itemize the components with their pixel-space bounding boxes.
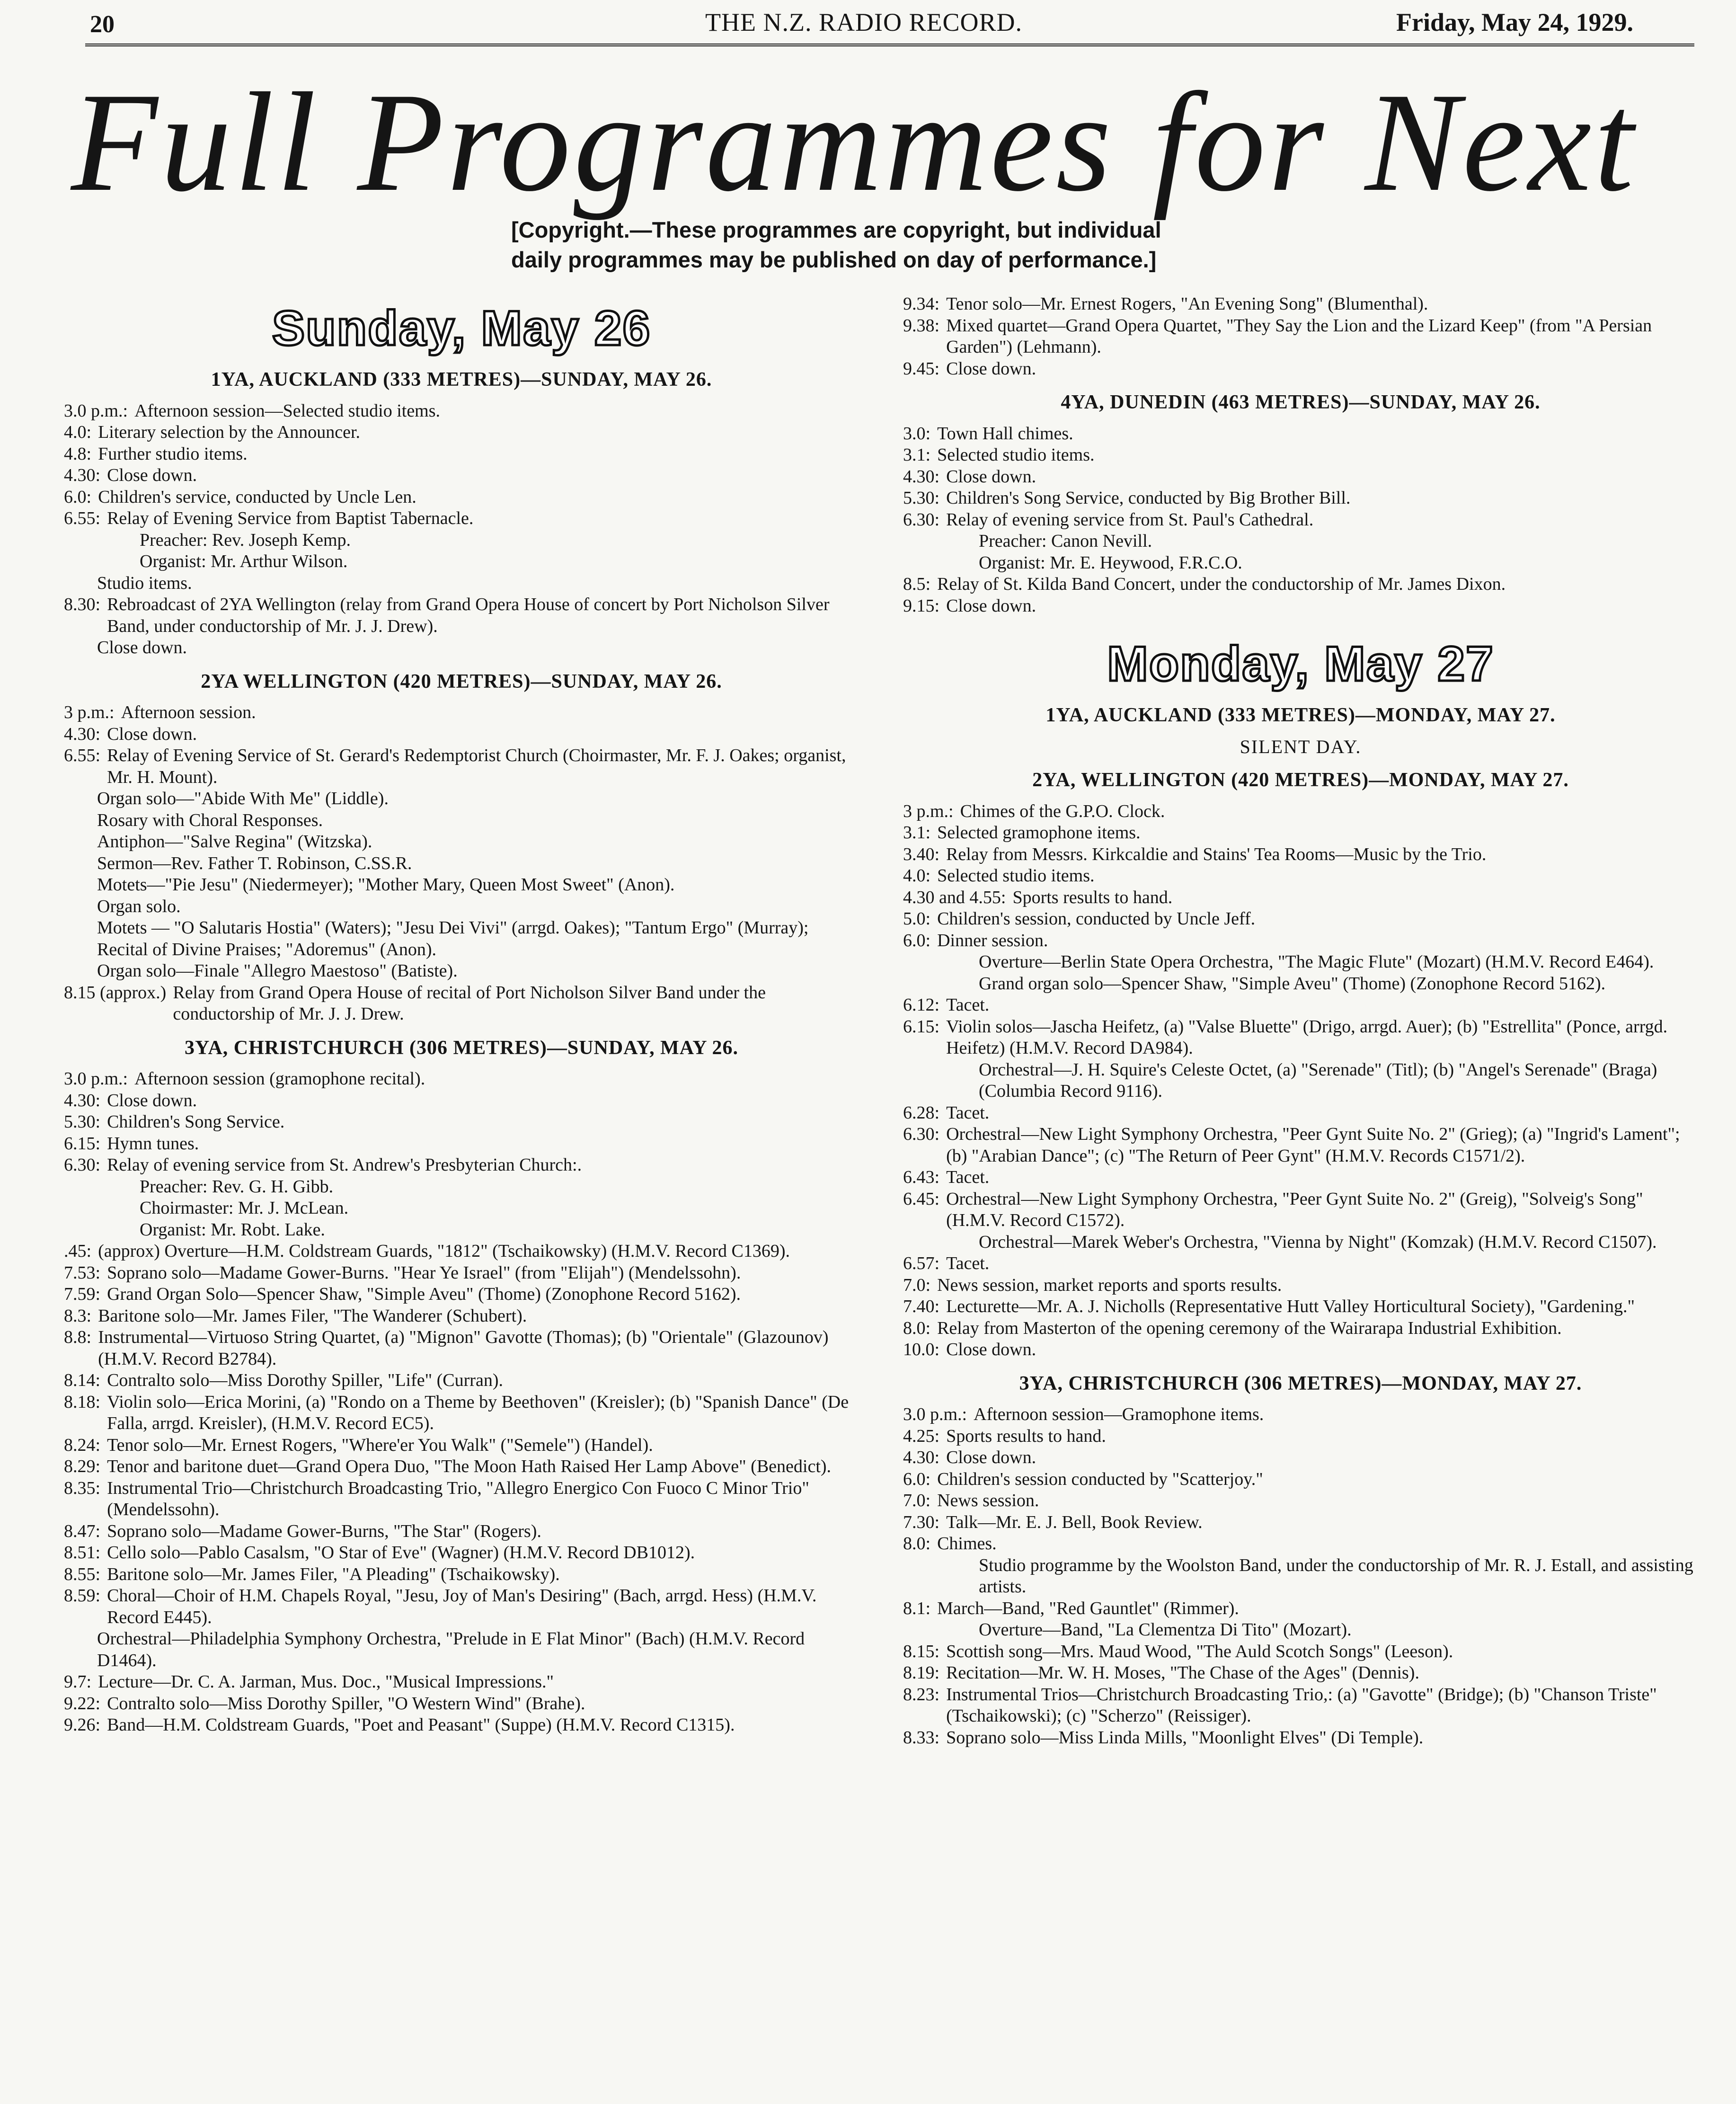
programme-entry <box>903 466 1698 488</box>
programme-entry <box>64 637 859 659</box>
entry-time: 4.0: <box>903 866 931 886</box>
right-column <box>903 293 1698 1749</box>
entry-time: 8.19: <box>903 1663 940 1683</box>
programme-entry <box>64 530 859 551</box>
entry-time: 4.30: <box>64 1090 101 1110</box>
station-heading: 3YA, CHRISTCHURCH (306 METRES)—MONDAY, MAY 27. <box>1019 1372 1582 1394</box>
entry-description: Soprano solo—Madame Gower-Burns. "Hear Ye Israel" (from "Elijah") (Mendelssohn). <box>107 1262 741 1283</box>
entry-description: Town Hall chimes. <box>937 423 1073 444</box>
entry-time: 5.30: <box>903 488 940 508</box>
programme-entry <box>64 1370 859 1392</box>
entry-time: 4.30: <box>903 1447 940 1467</box>
entry-description: Overture—Berlin State Opera Orchestra, "The Magic Flute" (Mozart) (H.M.V. Record E464). <box>979 952 1654 972</box>
programme-entry <box>903 1512 1698 1534</box>
programme-entry <box>903 531 1698 552</box>
entry-description: Dinner session. <box>937 930 1048 950</box>
programme-entry <box>903 1275 1698 1296</box>
programme-entry <box>903 1727 1698 1749</box>
programme-entry <box>64 508 859 530</box>
entry-description: Tacet. <box>946 1102 990 1123</box>
entry-description: Children's session, conducted by Uncle Jeff. <box>937 909 1256 929</box>
programme-entry <box>64 1154 859 1176</box>
copyright-line-1: [Copyright.—These programmes are copyright, but individual <box>511 217 1161 242</box>
entry-description: Choral—Choir of H.M. Chapels Royal, "Jesu, Joy of Man's Desiring" (Bach, arrgd. Hess) (H.M.V. Record E445). <box>107 1586 817 1627</box>
entry-description: Baritone solo—Mr. James Filer, "A Pleading" (Tschaikowsky). <box>107 1564 560 1584</box>
entry-description: Organist: Mr. E. Heywood, F.R.C.O. <box>979 552 1242 573</box>
entry-description: (approx) Overture—H.M. Coldstream Guards, "1812" (Tschaikowsky) (H.M.V. Record C1369). <box>98 1241 790 1261</box>
entry-description: Selected gramophone items. <box>937 823 1141 843</box>
entry-description: Children's Song Service. <box>107 1112 285 1132</box>
entry-description: Violin solo—Erica Morini, (a) "Rondo on a Theme by Beethoven" (Kreisler); (b) "Spanish Dance" (De Falla, arrgd. Kreisler), (H.M.V. Record EC5). <box>107 1392 849 1433</box>
programme-entry <box>64 1111 859 1133</box>
station-heading: 2YA, WELLINGTON (420 METRES)—MONDAY, MAY 27. <box>1032 769 1569 791</box>
entry-description: Organist: Mr. Arthur Wilson. <box>140 551 348 571</box>
programme-entry <box>903 822 1698 844</box>
entry-time: 4.30 and 4.55: <box>903 887 1006 907</box>
paper-name: THE N.Z. RADIO RECORD. <box>705 8 1022 36</box>
programme-entry <box>64 444 859 465</box>
entry-time: 4.8: <box>64 444 92 464</box>
entry-time: 3.0 p.m.: <box>64 1069 128 1089</box>
entry-description: Lecture—Dr. C. A. Jarman, Mus. Doc., "Musical Impressions." <box>98 1672 554 1692</box>
programme-entry <box>64 1435 859 1456</box>
entry-description: Further studio items. <box>98 444 248 464</box>
programme-entry <box>903 1318 1698 1340</box>
programme-entry <box>64 810 859 832</box>
entry-time: 4.30: <box>64 465 101 485</box>
programme-entry <box>903 951 1698 973</box>
entry-description: Tacet. <box>946 995 990 1015</box>
entry-description: Soprano solo—Miss Linda Mills, "Moonlight Elves" (Di Temple). <box>946 1727 1424 1748</box>
entry-time: 8.29: <box>64 1456 101 1476</box>
entry-time: 3.0: <box>903 423 931 444</box>
entry-time: 9.7: <box>64 1672 92 1692</box>
entry-description: Tacet. <box>946 1253 990 1273</box>
station-heading: 2YA WELLINGTON (420 METRES)—SUNDAY, MAY 26. <box>201 670 722 692</box>
entry-time: 9.26: <box>64 1715 101 1735</box>
programme-entry <box>64 831 859 853</box>
entry-description: Contralto solo—Miss Dorothy Spiller, "Life" (Curran). <box>107 1370 503 1390</box>
entry-time: 6.0: <box>64 487 92 507</box>
programme-entry <box>64 422 859 444</box>
entry-description: Selected studio items. <box>937 445 1095 465</box>
entry-description: Baritone solo—Mr. James Filer, "The Wanderer (Schubert). <box>98 1305 527 1326</box>
entry-time: 8.47: <box>64 1521 101 1541</box>
entry-description: Contralto solo—Miss Dorothy Spiller, "O Western Wind" (Brahe). <box>107 1693 585 1713</box>
silent-day-note: SILENT DAY. <box>1240 736 1362 757</box>
programme-entry <box>903 293 1698 315</box>
entry-description: Close down. <box>97 638 187 657</box>
programme-entry <box>903 1167 1698 1189</box>
entry-description: Afternoon session (gramophone recital). <box>134 1069 425 1089</box>
programme-entry <box>903 1447 1698 1469</box>
programme-entry <box>903 423 1698 445</box>
programme-entry <box>903 444 1698 466</box>
entry-time: 3 p.m.: <box>903 801 954 821</box>
entry-description: Orchestral—New Light Symphony Orchestra, "Peer Gynt Suite No. 2" (Greig), "Solveig's Song" (H.M.V. Record C1572). <box>946 1189 1643 1230</box>
entry-description: Orchestral—J. H. Squire's Celeste Octet, (a) "Serenade" (Titl); (b) "Angel's Serenade" (Braga) (Columbia Record 9116). <box>979 1059 1657 1101</box>
programme-entry <box>64 1542 859 1564</box>
programme-entry <box>903 315 1698 358</box>
entry-time: 3.0 p.m.: <box>903 1404 967 1424</box>
programme-entry <box>903 595 1698 617</box>
programme-entry <box>64 1133 859 1155</box>
entry-description: Relay of evening service from St. Paul's Cathedral. <box>946 509 1314 530</box>
entry-description: Hymn tunes. <box>107 1133 199 1154</box>
entry-time: 3.0 p.m.: <box>64 400 128 421</box>
entry-description: Orchestral—Philadelphia Symphony Orchestra, "Prelude in E Flat Minor" (Bach) (H.M.V. Record D1464). <box>97 1629 805 1670</box>
entry-time: 8.15 (approx.) <box>64 982 167 1003</box>
programme-entry <box>64 896 859 918</box>
entry-time: 9.15: <box>903 595 940 616</box>
entry-time: 6.30: <box>903 1124 940 1144</box>
programme-entry <box>903 887 1698 909</box>
programme-entry <box>903 1555 1698 1598</box>
programme-entry <box>64 1305 859 1327</box>
programme-entry <box>903 1253 1698 1275</box>
programme-entry <box>903 1662 1698 1684</box>
programme-entry <box>903 1189 1698 1232</box>
entry-time: 4.30: <box>64 724 101 744</box>
entry-description: Violin solos—Jascha Heifetz, (a) "Valse Bluette" (Drigo, arrgd. Auer); (b) "Estrellita" (Ponce, arrgd. Heifetz) (H.M.V. Record DA984). <box>946 1016 1668 1058</box>
programme-entry <box>64 745 859 788</box>
programme-entry <box>64 874 859 896</box>
entry-time: 6.55: <box>64 746 101 765</box>
programme-entry <box>903 801 1698 823</box>
entry-description: Preacher: Rev. Joseph Kemp. <box>140 530 351 550</box>
programme-entry <box>64 1456 859 1478</box>
entry-description: News session. <box>937 1491 1039 1510</box>
entry-time: 8.3: <box>64 1305 92 1326</box>
entry-time: 9.45: <box>903 358 940 379</box>
entry-time: 8.0: <box>903 1318 931 1338</box>
programme-entry <box>64 594 859 637</box>
entry-description: Mixed quartet—Grand Opera Quartet, "They Say the Lion and the Lizard Keep" (from "A Persian Garden") (Lehmann). <box>946 315 1652 357</box>
entry-time: 4.30: <box>903 466 940 487</box>
entry-time: 6.43: <box>903 1167 940 1187</box>
entry-time: 8.18: <box>64 1392 101 1412</box>
header-rule <box>85 44 1694 46</box>
entry-description: Preacher: Canon Nevill. <box>979 531 1152 551</box>
entry-time: 8.5: <box>903 574 931 594</box>
entry-description: Rosary with Choral Responses. <box>97 810 323 830</box>
page-number: 20 <box>90 11 115 38</box>
entry-description: Close down. <box>946 1340 1036 1359</box>
entry-time: 8.55: <box>64 1564 101 1584</box>
issue-date: Friday, May 24, 1929. <box>1396 8 1633 36</box>
entry-description: Organ solo. <box>97 896 181 916</box>
entry-description: Close down. <box>946 358 1036 379</box>
entry-description: Rebroadcast of 2YA Wellington (relay from Grand Opera House of concert by Port Nicholson Silver Band, under conductorship of Mr. J. J. Drew). <box>107 595 830 636</box>
programme-entry <box>903 1404 1698 1426</box>
entry-description: Talk—Mr. E. J. Bell, Book Review. <box>946 1512 1203 1532</box>
programme-entry <box>903 1469 1698 1491</box>
entry-description: Orchestral—New Light Symphony Orchestra, "Peer Gynt Suite No. 2" (Grieg); (a) "Ingrid's Lament"; (b) "Arabian Dance"; (c) "The Return of Peer Gynt" (H.M.V. Records C1571/2). <box>946 1124 1680 1166</box>
entry-description: Close down. <box>107 724 197 744</box>
entry-description: Instrumental Trios—Christchurch Broadcasting Trio,: (a) "Gavotte" (Bridge); (b) "Chanson Triste" (Tschaikowski); (c) "Scherzo" (Reissiger). <box>946 1684 1657 1726</box>
programme-entry <box>903 1684 1698 1727</box>
programme-entry <box>903 1426 1698 1447</box>
entry-description: Motets—"Pie Jesu" (Niedermeyer); "Mother Mary, Queen Most Sweet" (Anon). <box>97 875 675 895</box>
entry-time: 7.40: <box>903 1296 940 1316</box>
programme-entry <box>64 1564 859 1586</box>
entry-time: 9.22: <box>64 1693 101 1713</box>
entry-description: Preacher: Rev. G. H. Gibb. <box>140 1176 334 1197</box>
programme-entry <box>64 573 859 595</box>
entry-description: Relay from Masterton of the opening ceremony of the Wairarapa Industrial Exhibition. <box>937 1318 1562 1338</box>
entry-description: Chimes of the G.P.O. Clock. <box>960 801 1165 821</box>
masthead-title: Full Programmes for Next <box>71 63 1637 221</box>
entry-description: Orchestral—Marek Weber's Orchestra, "Vienna by Night" (Komzak) (H.M.V. Record C1507). <box>979 1232 1657 1252</box>
station-heading: 1YA, AUCKLAND (333 METRES)—SUNDAY, MAY 26. <box>211 369 712 391</box>
entry-time: 3.1: <box>903 445 931 465</box>
entry-time: 7.30: <box>903 1512 940 1532</box>
entry-description: Grand organ solo—Spencer Shaw, "Simple Aveu" (Thome) (Zonophone Record 5162). <box>979 973 1606 994</box>
left-column <box>64 293 859 1736</box>
programme-entry <box>64 1198 859 1219</box>
entry-description: Selected studio items. <box>937 866 1095 886</box>
programme-entry <box>64 853 859 875</box>
entry-description: Studio items. <box>97 573 192 593</box>
programme-entry <box>903 1619 1698 1641</box>
entry-time: 8.0: <box>903 1534 931 1554</box>
page-header <box>0 0 1736 52</box>
station-heading: 1YA, AUCKLAND (333 METRES)—MONDAY, MAY 27. <box>1045 704 1556 726</box>
entry-time: 6.30: <box>903 509 940 530</box>
programme-entry <box>903 1124 1698 1167</box>
entry-time: 10.0: <box>903 1340 940 1359</box>
entry-description: Chimes. <box>937 1534 997 1554</box>
entry-description: Relay from Messrs. Kirkcaldie and Stains' Tea Rooms—Music by the Trio. <box>946 844 1487 864</box>
entry-description: Relay of Evening Service from Baptist Tabernacle. <box>107 508 474 528</box>
entry-time: 6.57: <box>903 1253 940 1273</box>
entry-time: 3.1: <box>903 823 931 843</box>
programme-entry <box>903 552 1698 574</box>
entry-description: Soprano solo—Madame Gower-Burns, "The Star" (Rogers). <box>107 1521 541 1541</box>
entry-description: Overture—Band, "La Clementza Di Tito" (Mozart). <box>979 1620 1352 1640</box>
entry-time: 8.14: <box>64 1370 101 1390</box>
programme-entry <box>64 1241 859 1262</box>
entry-description: News session, market reports and sports results. <box>937 1275 1282 1295</box>
entry-description: Children's Song Service, conducted by Big Brother Bill. <box>946 488 1351 508</box>
entry-description: Instrumental Trio—Christchurch Broadcasting Trio, "Allegro Energico Con Fuoco C Minor Trio" (Mendelssohn). <box>107 1478 809 1519</box>
programme-entry <box>64 960 859 982</box>
programme-entry <box>903 1598 1698 1620</box>
entry-time: 8.59: <box>64 1586 101 1606</box>
programme-entry <box>903 1016 1698 1059</box>
entry-description: Children's service, conducted by Uncle Len. <box>98 487 416 507</box>
programme-entry <box>903 908 1698 930</box>
programme-entry <box>64 1628 859 1671</box>
programme-entry <box>64 551 859 573</box>
entry-time: 9.38: <box>903 315 940 336</box>
station-heading: 4YA, DUNEDIN (463 METRES)—SUNDAY, MAY 26. <box>1061 391 1541 413</box>
entry-description: March—Band, "Red Gauntlet" (Rimmer). <box>937 1598 1239 1618</box>
programme-entry <box>903 1296 1698 1318</box>
entry-description: Antiphon—"Salve Regina" (Witzska). <box>97 832 372 852</box>
entry-time: 6.30: <box>64 1155 101 1175</box>
entry-description: Organ solo—Finale "Allegro Maestoso" (Batiste). <box>97 961 458 981</box>
entry-time: 3 p.m.: <box>64 702 115 722</box>
entry-description: Sermon—Rev. Father T. Robinson, C.SS.R. <box>97 853 412 873</box>
programme-entry <box>903 973 1698 995</box>
entry-time: 6.15: <box>64 1133 101 1154</box>
programme-entry <box>64 1693 859 1715</box>
entry-description: Afternoon session—Gramophone items. <box>974 1404 1264 1424</box>
programme-entry <box>64 1262 859 1284</box>
programme-entry <box>903 1533 1698 1555</box>
programme-entry <box>64 982 859 1025</box>
entry-time: 4.25: <box>903 1426 940 1446</box>
entry-description: Afternoon session. <box>121 702 256 722</box>
entry-description: Literary selection by the Announcer. <box>98 422 361 442</box>
programme-entry <box>903 358 1698 380</box>
programme-entry <box>903 1339 1698 1361</box>
programme-entry <box>64 1478 859 1521</box>
entry-time: 4.0: <box>64 422 92 442</box>
entry-description: Sports results to hand. <box>946 1426 1106 1446</box>
entry-time: 8.15: <box>903 1641 940 1661</box>
entry-time: 7.53: <box>64 1262 101 1283</box>
programme-entry <box>64 487 859 508</box>
entry-description: Close down. <box>946 595 1036 616</box>
entry-time: 5.0: <box>903 909 931 929</box>
programme-entry <box>903 844 1698 866</box>
entry-description: Recitation—Mr. W. H. Moses, "The Chase of the Ages" (Dennis). <box>946 1663 1419 1683</box>
programme-entry <box>903 1102 1698 1124</box>
programme-entry <box>903 1641 1698 1663</box>
programme-entry <box>64 1585 859 1628</box>
entry-description: Organist: Mr. Robt. Lake. <box>140 1219 325 1240</box>
entry-description: Children's session conducted by "Scatterjoy." <box>937 1469 1263 1489</box>
entry-time: 8.23: <box>903 1684 940 1705</box>
programme-entry <box>64 1068 859 1090</box>
entry-time: 8.33: <box>903 1727 940 1748</box>
entry-description: Close down. <box>107 1090 197 1110</box>
programme-entry <box>64 400 859 422</box>
programme-entry <box>64 1176 859 1198</box>
copyright-line-2: daily programmes may be published on day of performance.] <box>511 247 1157 272</box>
entry-description: Lecturette—Mr. A. J. Nicholls (Representative Hutt Valley Horticultural Society), "Gardening." <box>946 1296 1635 1316</box>
entry-time: 8.8: <box>64 1327 92 1347</box>
entry-time: 6.12: <box>903 995 940 1015</box>
entry-time: 7.0: <box>903 1275 931 1295</box>
entry-description: Band—H.M. Coldstream Guards, "Poet and Peasant" (Suppe) (H.M.V. Record C1315). <box>107 1715 735 1735</box>
entry-description: Close down. <box>946 466 1036 487</box>
entry-description: Instrumental—Virtuoso String Quartet, (a) "Mignon" Gavotte (Thomas); (b) "Orientale" (Glazounov) (H.M.V. Record B2784). <box>98 1327 829 1369</box>
entry-time: 8.1: <box>903 1598 931 1618</box>
programme-entry <box>64 1714 859 1736</box>
programme-entry <box>903 1059 1698 1102</box>
entry-description: Sports results to hand. <box>1012 887 1173 907</box>
programme-entry <box>903 488 1698 509</box>
entry-time: 8.24: <box>64 1435 101 1455</box>
programme-entry <box>64 1219 859 1241</box>
entry-time: 9.34: <box>903 294 940 314</box>
programme-entry <box>903 865 1698 887</box>
entry-time: 8.35: <box>64 1478 101 1498</box>
entry-time: 6.0: <box>903 1469 931 1489</box>
entry-description: Studio programme by the Woolston Band, under the conductorship of Mr. R. J. Estall, and assisting artists. <box>979 1555 1693 1597</box>
programme-entry <box>64 724 859 746</box>
programme-entry <box>64 1671 859 1693</box>
entry-description: Tenor solo—Mr. Ernest Rogers, "An Evening Song" (Blumenthal). <box>946 294 1428 314</box>
programme-entry <box>64 1327 859 1370</box>
programme-entry <box>64 917 859 960</box>
copyright-notice <box>511 215 1316 275</box>
programme-entry <box>903 994 1698 1016</box>
programme-entry <box>64 1521 859 1543</box>
entry-time: 8.30: <box>64 595 101 614</box>
entry-time: 3.40: <box>903 844 940 864</box>
station-heading: 3YA, CHRISTCHURCH (306 METRES)—SUNDAY, MAY 26. <box>184 1037 739 1059</box>
entry-description: Relay from Grand Opera House of recital of Port Nicholson Silver Band under the conductorship of Mr. J. J. Drew. <box>173 982 766 1024</box>
entry-description: Tacet. <box>946 1167 990 1187</box>
entry-time: 6.55: <box>64 508 101 528</box>
entry-time: 7.59: <box>64 1284 101 1304</box>
entry-description: Grand Organ Solo—Spencer Shaw, "Simple Aveu" (Thome) (Zonophone Record 5162). <box>107 1284 741 1304</box>
entry-time: 6.28: <box>903 1102 940 1123</box>
programme-entry <box>64 1392 859 1435</box>
programme-entry <box>903 1490 1698 1512</box>
entry-description: Scottish song—Mrs. Maud Wood, "The Auld Scotch Songs" (Leeson). <box>946 1641 1453 1661</box>
entry-time: 6.45: <box>903 1189 940 1209</box>
entry-description: Relay of evening service from St. Andrew's Presbyterian Church:. <box>107 1155 582 1175</box>
programme-entry <box>64 702 859 724</box>
entry-time: 5.30: <box>64 1112 101 1132</box>
programme-entry <box>903 574 1698 595</box>
programme-entry <box>64 1284 859 1305</box>
entry-description: Motets — "O Salutaris Hostia" (Waters); "Jesu Dei Vivi" (arrgd. Oakes); "Tantum Ergo" (Murray); Recital of Divine Praises; "Adoremus" (Anon). <box>97 918 809 959</box>
entry-description: Afternoon session—Selected studio items. <box>134 400 441 421</box>
programme-entry <box>64 1090 859 1112</box>
entry-time: 7.0: <box>903 1491 931 1510</box>
entry-time: .45: <box>64 1241 92 1261</box>
entry-description: Tenor solo—Mr. Ernest Rogers, "Where'er You Walk" ("Semele") (Handel). <box>107 1435 653 1455</box>
entry-description: Tenor and baritone duet—Grand Opera Duo, "The Moon Hath Raised Her Lamp Above" (Benedict). <box>107 1456 832 1476</box>
programme-entry <box>64 465 859 487</box>
entry-time: 6.15: <box>903 1016 940 1037</box>
programme-entry <box>903 509 1698 531</box>
programme-entry <box>64 788 859 810</box>
entry-description: Choirmaster: Mr. J. McLean. <box>140 1198 349 1218</box>
entry-description: Organ solo—"Abide With Me" (Liddle). <box>97 789 389 808</box>
entry-time: 6.0: <box>903 930 931 950</box>
day-heading-sunday: Sunday, May 26 <box>272 301 651 356</box>
programme-entry <box>903 1232 1698 1253</box>
entry-description: Relay of St. Kilda Band Concert, under the conductorship of Mr. James Dixon. <box>937 574 1506 594</box>
entry-time: 8.51: <box>64 1543 101 1562</box>
entry-description: Relay of Evening Service of St. Gerard's Redemptorist Church (Choirmaster, Mr. F. J. Oakes; organist, Mr. H. Mount). <box>107 746 846 787</box>
entry-description: Cello solo—Pablo Casalsm, "O Star of Eve" (Wagner) (H.M.V. Record DB1012). <box>107 1543 695 1562</box>
programme-entry <box>903 930 1698 952</box>
entry-description: Close down. <box>946 1447 1036 1467</box>
entry-description: Close down. <box>107 465 197 485</box>
day-heading-monday: Monday, May 27 <box>1107 637 1494 692</box>
